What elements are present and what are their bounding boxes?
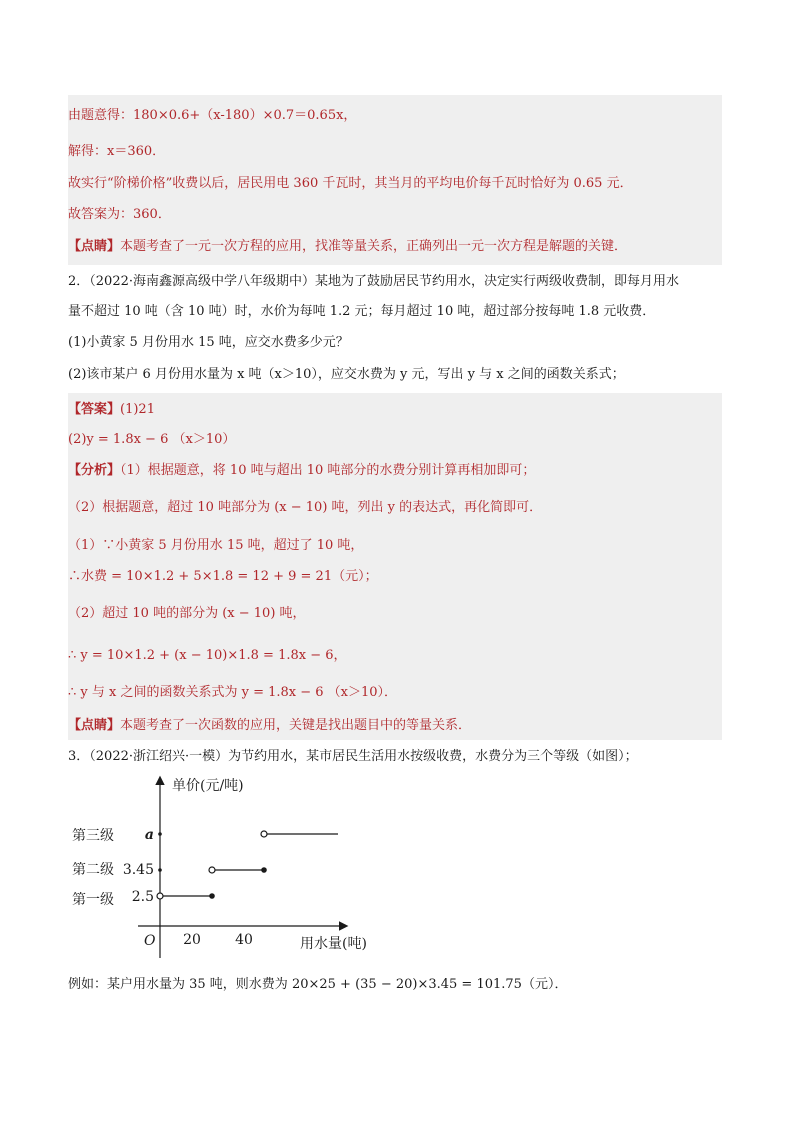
q2-sol4: ∴ y = 10×1.2 + (x − 10)×1.8 = 1.8x − 6，: [68, 648, 347, 663]
segment-2-end-point: [262, 868, 266, 872]
solution1-line1: 由题意得：180×0.6+（x-180）×0.7＝0.65x，: [68, 108, 357, 123]
solution1-line4: 故答案为：360．: [68, 207, 171, 222]
chart-marks: [157, 831, 338, 899]
water-price-step-chart: [68, 770, 398, 960]
q2-line2: 量不超过 10 吨（含 10 吨）时，水价为每吨 1.2 元；每月超过 10 吨，超过部分按每吨 1.8 元收费．: [68, 304, 656, 319]
q2-analysis1: [68, 461, 722, 481]
y-tick-a: a: [144, 827, 154, 843]
x-axis-label: 用水量(吨): [300, 936, 367, 952]
segment-1-start-point: [157, 893, 163, 899]
x-tick-20: 20: [183, 932, 201, 948]
y-tick-2.5: 2.5: [131, 889, 154, 905]
segment-1-end-point: [210, 894, 214, 898]
level-label-1: 第一级: [72, 892, 114, 908]
q3-line1: 3．（2022·浙江绍兴·一模）为节约用水，某市居民生活用水按级收费，水费分为三个等级（如图）；: [68, 749, 638, 764]
solution1-line3: 故实行“阶梯价格”收费以后，居民用电 360 千瓦时，其当月的平均电价每千瓦时恰好为 0.65 元．: [68, 176, 633, 191]
analysis1-text: （1）根据题意，将 10 吨与超出 10 吨部分的水费分别计算再相加即可；: [120, 463, 536, 478]
q2-sol5: ∴ y 与 x 之间的函数关系式为 y = 1.8x − 6 （x＞10）．: [68, 685, 398, 700]
comment-tag: 【点睛】: [68, 239, 121, 254]
answer1-text: (1)21: [120, 402, 155, 417]
comment-text: 本题考查了一次函数的应用，关键是找出题目中的等量关系．: [120, 718, 472, 733]
answer-tag: 【答案】: [68, 402, 121, 417]
solution1-line2: 解得：x＝360．: [68, 144, 166, 159]
q2-answer1: [68, 400, 722, 420]
y-axis-label: 单价(元/吨): [172, 778, 244, 794]
analysis-tag: 【分析】: [68, 463, 121, 478]
level-label-3: 第三级: [72, 828, 114, 844]
comment-tag: 【点睛】: [68, 718, 121, 733]
q2-part2: (2)该市某户 6 月份用水量为 x 吨（x＞10），应交水费为 y 元，写出 y 与 x 之间的函数关系式；: [68, 367, 625, 382]
level-label-2: 第二级: [72, 862, 114, 878]
segment-3-start-point: [261, 831, 267, 837]
comment-text: 本题考查了一元一次方程的应用，找准等量关系，正确列出一元一次方程是解题的关键．: [120, 239, 628, 254]
segment-2-start-point: [209, 867, 215, 873]
origin-label: O: [144, 933, 156, 949]
q2-answer2: (2)y = 1.8x − 6 （x＞10）: [68, 432, 236, 447]
y-axis-tick-a: [158, 832, 162, 836]
y-tick-3.45: 3.45: [122, 862, 154, 878]
x-tick-40: 40: [235, 932, 253, 948]
q2-analysis2: （2）根据题意，超过 10 吨部分为 (x − 10) 吨，列出 y 的表达式，再化简即可．: [68, 500, 543, 515]
q2-comment: [68, 716, 722, 736]
q2-part1: (1)小黄家 5 月份用水 15 吨，应交水费多少元？: [68, 335, 349, 350]
q2-sol2: ∴水费 = 10×1.2 + 5×1.8 = 12 + 9 = 21（元）；: [68, 569, 378, 584]
q2-sol3: （2）超过 10 吨的部分为 (x − 10) 吨，: [68, 606, 306, 621]
y-axis-tick-3.45: [158, 868, 162, 872]
q2-line1: 2．（2022·海南鑫源高级中学八年级期中）某地为了鼓励居民节约用水，决定实行两级收费制，即每月用水: [68, 274, 679, 289]
q2-sol1: （1）∵小黄家 5 月份用水 15 吨，超过了 10 吨，: [68, 538, 364, 553]
q3-example: 例如：某户用水量为 35 吨，则水费为 20×25 + (35 − 20)×3.45 = 101.75（元）．: [68, 977, 568, 992]
solution1-comment: [68, 237, 722, 257]
